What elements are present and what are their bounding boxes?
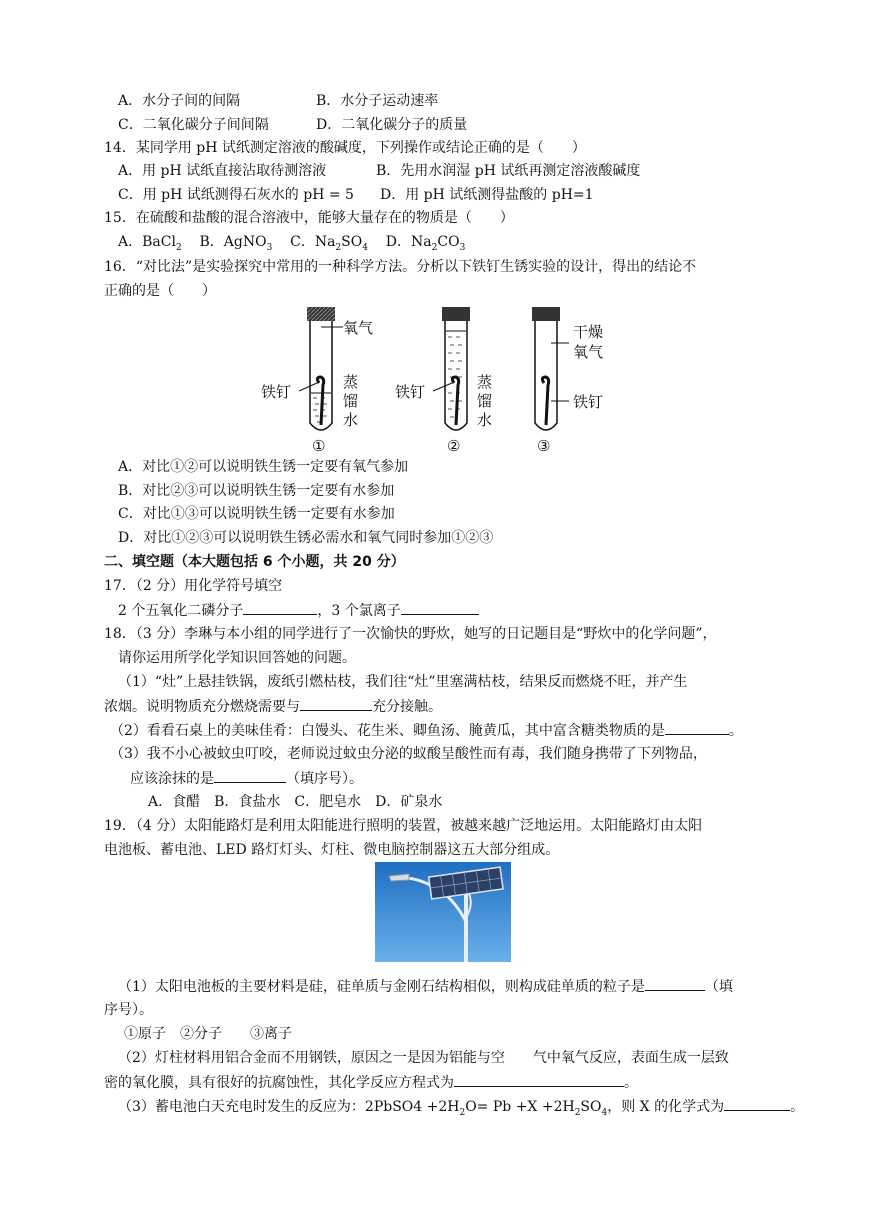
test-tube-3 xyxy=(532,307,560,430)
answer-blank-q19-3[interactable] xyxy=(724,1096,790,1111)
q14-option-a: A．用 pH 试纸直接沾取待测溶液 xyxy=(118,163,327,179)
label-dry-oxygen-b: 氧气 xyxy=(573,343,604,361)
rust-experiment-figure xyxy=(255,305,625,455)
label-water-1a: 蒸 xyxy=(343,373,359,391)
label-nail-3: 铁钉 xyxy=(573,393,604,411)
label-nail-1: 铁钉 xyxy=(261,383,292,401)
q14-option-b: B．先用水润湿 pH 试纸再测定溶液酸碱度 xyxy=(376,163,641,179)
q18-part3-line2: 应该涂抹的是 （填序号）。 xyxy=(130,768,363,789)
q18-part2: （2）看看石桌上的美味佳肴：白馒头、花生米、卿鱼汤、腌黄瓜，其中富含糖类物质的是 。 xyxy=(110,720,743,741)
q18-part3-line1: （3）我不小心被蚊虫叮咬，老师说过蚊虫分泌的蚁酸呈酸性而有毒，我们随身携带了下列物品， xyxy=(110,746,707,762)
q13-option-c: C．二氧化碳分子间间隔 xyxy=(118,117,269,133)
q18-part1-line2: 浓烟。说明物质充分燃烧需要与 充分接触。 xyxy=(104,696,442,717)
answer-blank-q18-2[interactable] xyxy=(665,720,729,735)
q18-options: A．食醋 B．食盐水 C．肥皂水 D．矿泉水 xyxy=(148,794,443,810)
answer-blank-q19-1[interactable] xyxy=(645,976,705,991)
label-tube-1: ① xyxy=(312,437,326,455)
label-water-2a: 蒸 xyxy=(477,373,493,391)
q19-part3: （3）蓄电池白天充电时发生的反应为：2PbSO4 $+2H_2O= Pb +X +2H_2SO_4$，则 X 的化学式为 。 xyxy=(118,1096,804,1123)
q19-part1-options: ①原子 ②分子 ③离子 xyxy=(124,1026,292,1042)
label-water-2b: 馏 xyxy=(477,392,493,410)
section-title: 二、填空题（本大题包括 6 个小题，共 20 分） xyxy=(104,554,405,570)
q15-stem: 15．在硫酸和盐酸的混合溶液中，能够大量存在的物质是（ ） xyxy=(104,210,514,226)
q15-option-a: A．BaCl$_2$ xyxy=(118,234,182,253)
q19-part1-line1: （1）太阳电池板的主要材料是硅，硅单质与金刚石结构相似，则构成硅单质的粒子是 （填 xyxy=(118,976,733,997)
q16-option-d: D．对比①②③可以说明铁生锈必需水和氧气同时参加①②③ xyxy=(118,530,494,546)
label-oxygen: 氧气 xyxy=(343,319,374,337)
q17-stem: 17．（2 分）用化学符号填空 xyxy=(104,578,283,594)
q19-stem-line1: 19．（4 分）太阳能路灯是利用太阳能进行照明的装置，被越来越广泛地运用。太阳能路灯由太阳 xyxy=(104,818,703,834)
q16-option-a: A．对比①②可以说明铁生锈一定要有氧气参加 xyxy=(118,459,409,475)
solar-street-light-photo xyxy=(375,862,511,962)
q16-stem-line1: 16．“对比法”是实验探究中常用的一种科学方法。分析以下铁钉生锈实验的设计，得出的结论不 xyxy=(104,259,697,275)
answer-blank-q19-2[interactable] xyxy=(454,1072,624,1087)
label-water-1c: 水 xyxy=(343,411,359,429)
q19-stem-line2: 电池板、蓄电池、LED 路灯灯头、灯柱、微电脑控制器这五大部分组成。 xyxy=(104,842,560,858)
answer-blank-q18-1[interactable] xyxy=(300,696,372,711)
test-tube-2 xyxy=(442,307,470,430)
q13-option-a: A．水分子间的间隔 xyxy=(118,93,241,109)
q14-option-d: D．用 pH 试纸测得盐酸的 pH=1 xyxy=(380,187,594,203)
label-nail-2: 铁钉 xyxy=(395,383,426,401)
q16-option-b: B．对比②③可以说明铁生锈一定要有水参加 xyxy=(118,483,395,499)
q13-option-d: D．二氧化碳分子的质量 xyxy=(316,117,468,133)
q15-option-d: D．$Na_2CO_3$ xyxy=(385,234,466,253)
q19-part1-line2: 序号）。 xyxy=(104,1002,153,1018)
q15-option-c: C．$Na_2SO_4$ xyxy=(290,234,368,253)
q19-part2-line1: （2）灯柱材料用铝合金而不用钢铁，原因之一是因为铝能与空 气中氧气反应，表面生成一层致 xyxy=(118,1050,729,1066)
label-water-1b: 馏 xyxy=(343,392,359,410)
q16-option-c: C．对比①③可以说明铁生锈一定要有水参加 xyxy=(118,506,395,522)
test-tube-1 xyxy=(307,307,335,430)
label-tube-2: ② xyxy=(447,437,461,455)
q16-stem-line2: 正确的是（ ） xyxy=(104,283,216,299)
answer-blank-q17-2[interactable] xyxy=(401,600,479,615)
q18-stem-line2: 请你运用所学化学知识回答她的问题。 xyxy=(118,650,356,666)
q18-stem-line1: 18．（3 分）李琳与本小组的同学进行了一次愉快的野炊，她写的日记题目是“野炊中的化学问题”， xyxy=(104,626,717,642)
q19-part2-line2: 密的氧化膜，具有很好的抗腐蚀性，其化学反应方程式为 。 xyxy=(104,1072,638,1093)
q14-stem: 14．某同学用 pH 试纸测定溶液的酸碱度，下列操作或结论正确的是（ ） xyxy=(104,140,586,156)
q13-option-b: B．水分子运动速率 xyxy=(316,93,439,109)
answer-blank-q18-3[interactable] xyxy=(214,768,286,783)
q18-part1-line1: （1）“灶”上悬挂铁锅，废纸引燃枯枝，我们往“灶”里塞满枯枝，结果反而燃烧不旺，并产生 xyxy=(118,674,688,690)
label-dry-oxygen-a: 干燥 xyxy=(573,323,604,341)
q15-options xyxy=(118,232,465,258)
q15-option-b: B．AgNO$_3$ xyxy=(199,234,273,253)
q14-option-c: C．用 pH 试纸测得石灰水的 pH = 5 xyxy=(118,187,354,203)
label-water-2c: 水 xyxy=(477,411,493,429)
q17-answer-line: 2 个五氧化二磷分子 ，3 个氯离子 xyxy=(118,600,479,621)
label-tube-3: ③ xyxy=(537,437,551,455)
answer-blank-q17-1[interactable] xyxy=(243,600,317,615)
